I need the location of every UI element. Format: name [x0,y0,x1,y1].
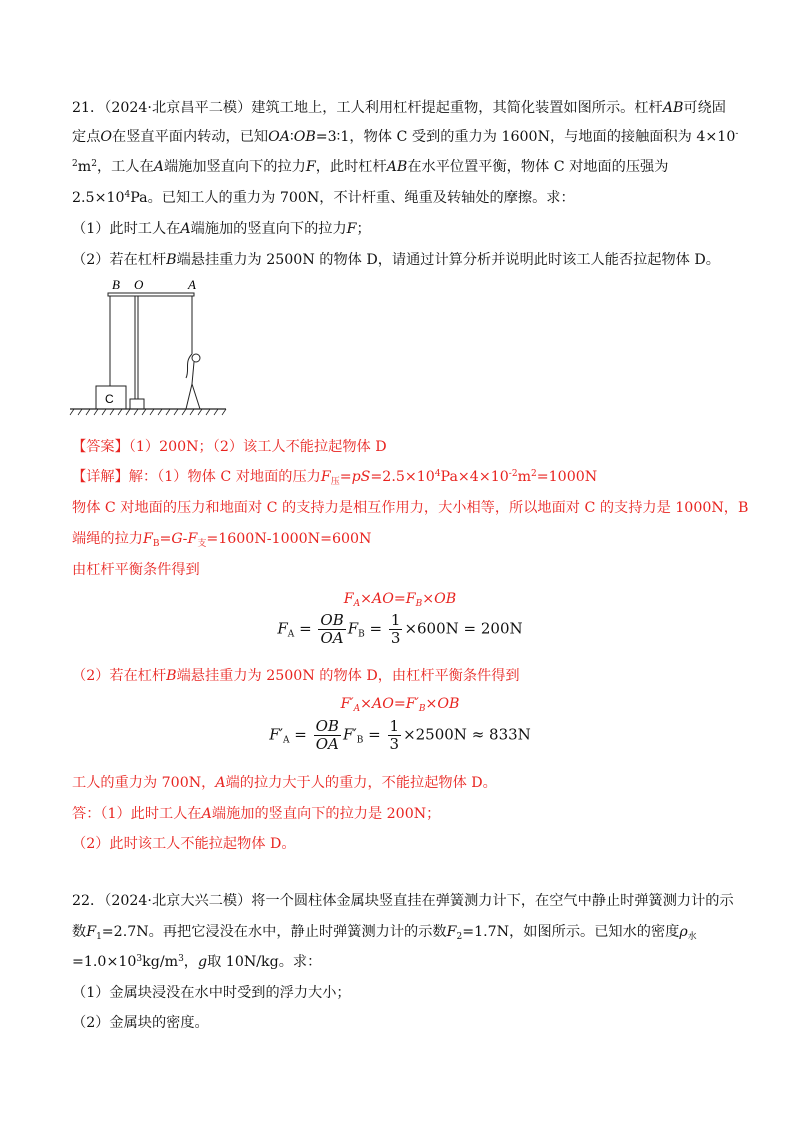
detail-line-5: （2）若在杠杆B端悬挂重力为 2500N 的物体 D，由杠杆平衡条件得到 [72,668,520,684]
figure-label-b: B [112,277,120,292]
pivot-post [135,296,138,408]
q22-line-5: （2）金属块的密度。 [72,1015,209,1031]
ground-hatch [70,409,226,415]
q22-line-3: $=1.0\times 10^3kg/m^3$，g取 10N/kg。求： [72,954,322,970]
worker-figure [186,354,200,409]
detail-line-2: 物体 C 对地面的压力和地面对 C 的支持力是相互作用力，大小相等，所以地面对 C 的支持力是 1000N，B [72,500,749,516]
lever-bar [108,293,194,296]
box-c-label: C [105,392,114,406]
answer-tag: 【答案】 [72,439,129,455]
detail-line-3: 端绳的拉力$F_B=G-F_支=1600N-1000N=600N$ [72,531,372,549]
equation-1: $F_A\times AO=F_B\times OB$ [343,591,457,609]
detail-line-8: （2）此时该工人不能拉起物体 D。 [72,836,296,852]
q21-line-5: （1）此时工人在A端施加的竖直向下的拉力F； [72,221,371,237]
q21-line-4: $2.5\times 10^4Pa$。已知工人的重力为 700N，不计杆重、绳重及转轴处的摩擦。求： [72,190,575,206]
detail-tag: 【详解】 [72,469,129,485]
q22-line-2: 数$F_1=2.7N$。再把它浸没在水中，静止时弹簧测力计的示数$F_2=1.7N$，如图所示。已知水的密度$\rho_水$ [72,924,697,942]
figure-label-o: O [134,277,144,292]
q21-line-2: 定点O在竖直平面内转动，已知OA∶OB=3∶1，物体 C 受到的重力为 1600N，与地面的接触面积为 4×10- [72,129,739,145]
pivot-base [130,399,144,409]
detail-line-6: 工人的重力为 700N，A端的拉力大于人的重力，不能拉起物体 D。 [72,775,497,791]
figure-label-a: A [188,277,196,292]
detail-line-4: 由杠杆平衡条件得到 [72,562,200,578]
q21-line-1: 21．（2024·北京昌平二模）建筑工地上，工人利用杠杆提起重物，其简化装置如图所示。杠杆AB可绕固 [72,100,726,116]
q22-line-1: 22．（2024·北京大兴二模）将一个圆柱体金属块竖直挂在弹簧测力计下，在空气中静止时弹簧测力计的示 [72,893,734,909]
q21-line-6: （2）若在杠杆B端悬挂重力为 2500N 的物体 D，请通过计算分析并说明此时该工人能否拉起物体 D。 [72,252,720,268]
detail-line-1: 【详解】解：（1）物体 C 对地面的压力$F_压=pS=2.5\times 10^4Pa\times 4\times 10^{-2}m^2=1000N$ [72,469,598,487]
lever-figure [68,274,228,424]
equation-3: $F'_A\times AO=F'_B\times OB$ [340,696,460,714]
q21-line-3: $^2m^2$，工人在A端施加竖直向下的拉力F，此时杠杆AB在水平位置平衡，物体 C 对地面的压强为 [72,159,669,175]
detail-line-7: 答：（1）此时工人在A端施加的竖直向下的拉力是 200N； [72,806,441,822]
answer-line: 【答案】（1）200N；（2）该工人不能拉起物体 D [72,439,387,455]
q22-line-4: （1）金属块浸没在水中时受到的浮力大小； [72,985,351,1001]
equation-4: $F'_A$ = $\frac{OB}{OA}$ $F'_B$ = $\frac{1}{3}$ ×2500N ≈ 833N [269,717,531,753]
equation-2: $F_A$ = $\frac{OB}{OA}$ $F_B$ = $\frac{1}{3}$ ×600N = 200N [277,611,523,647]
